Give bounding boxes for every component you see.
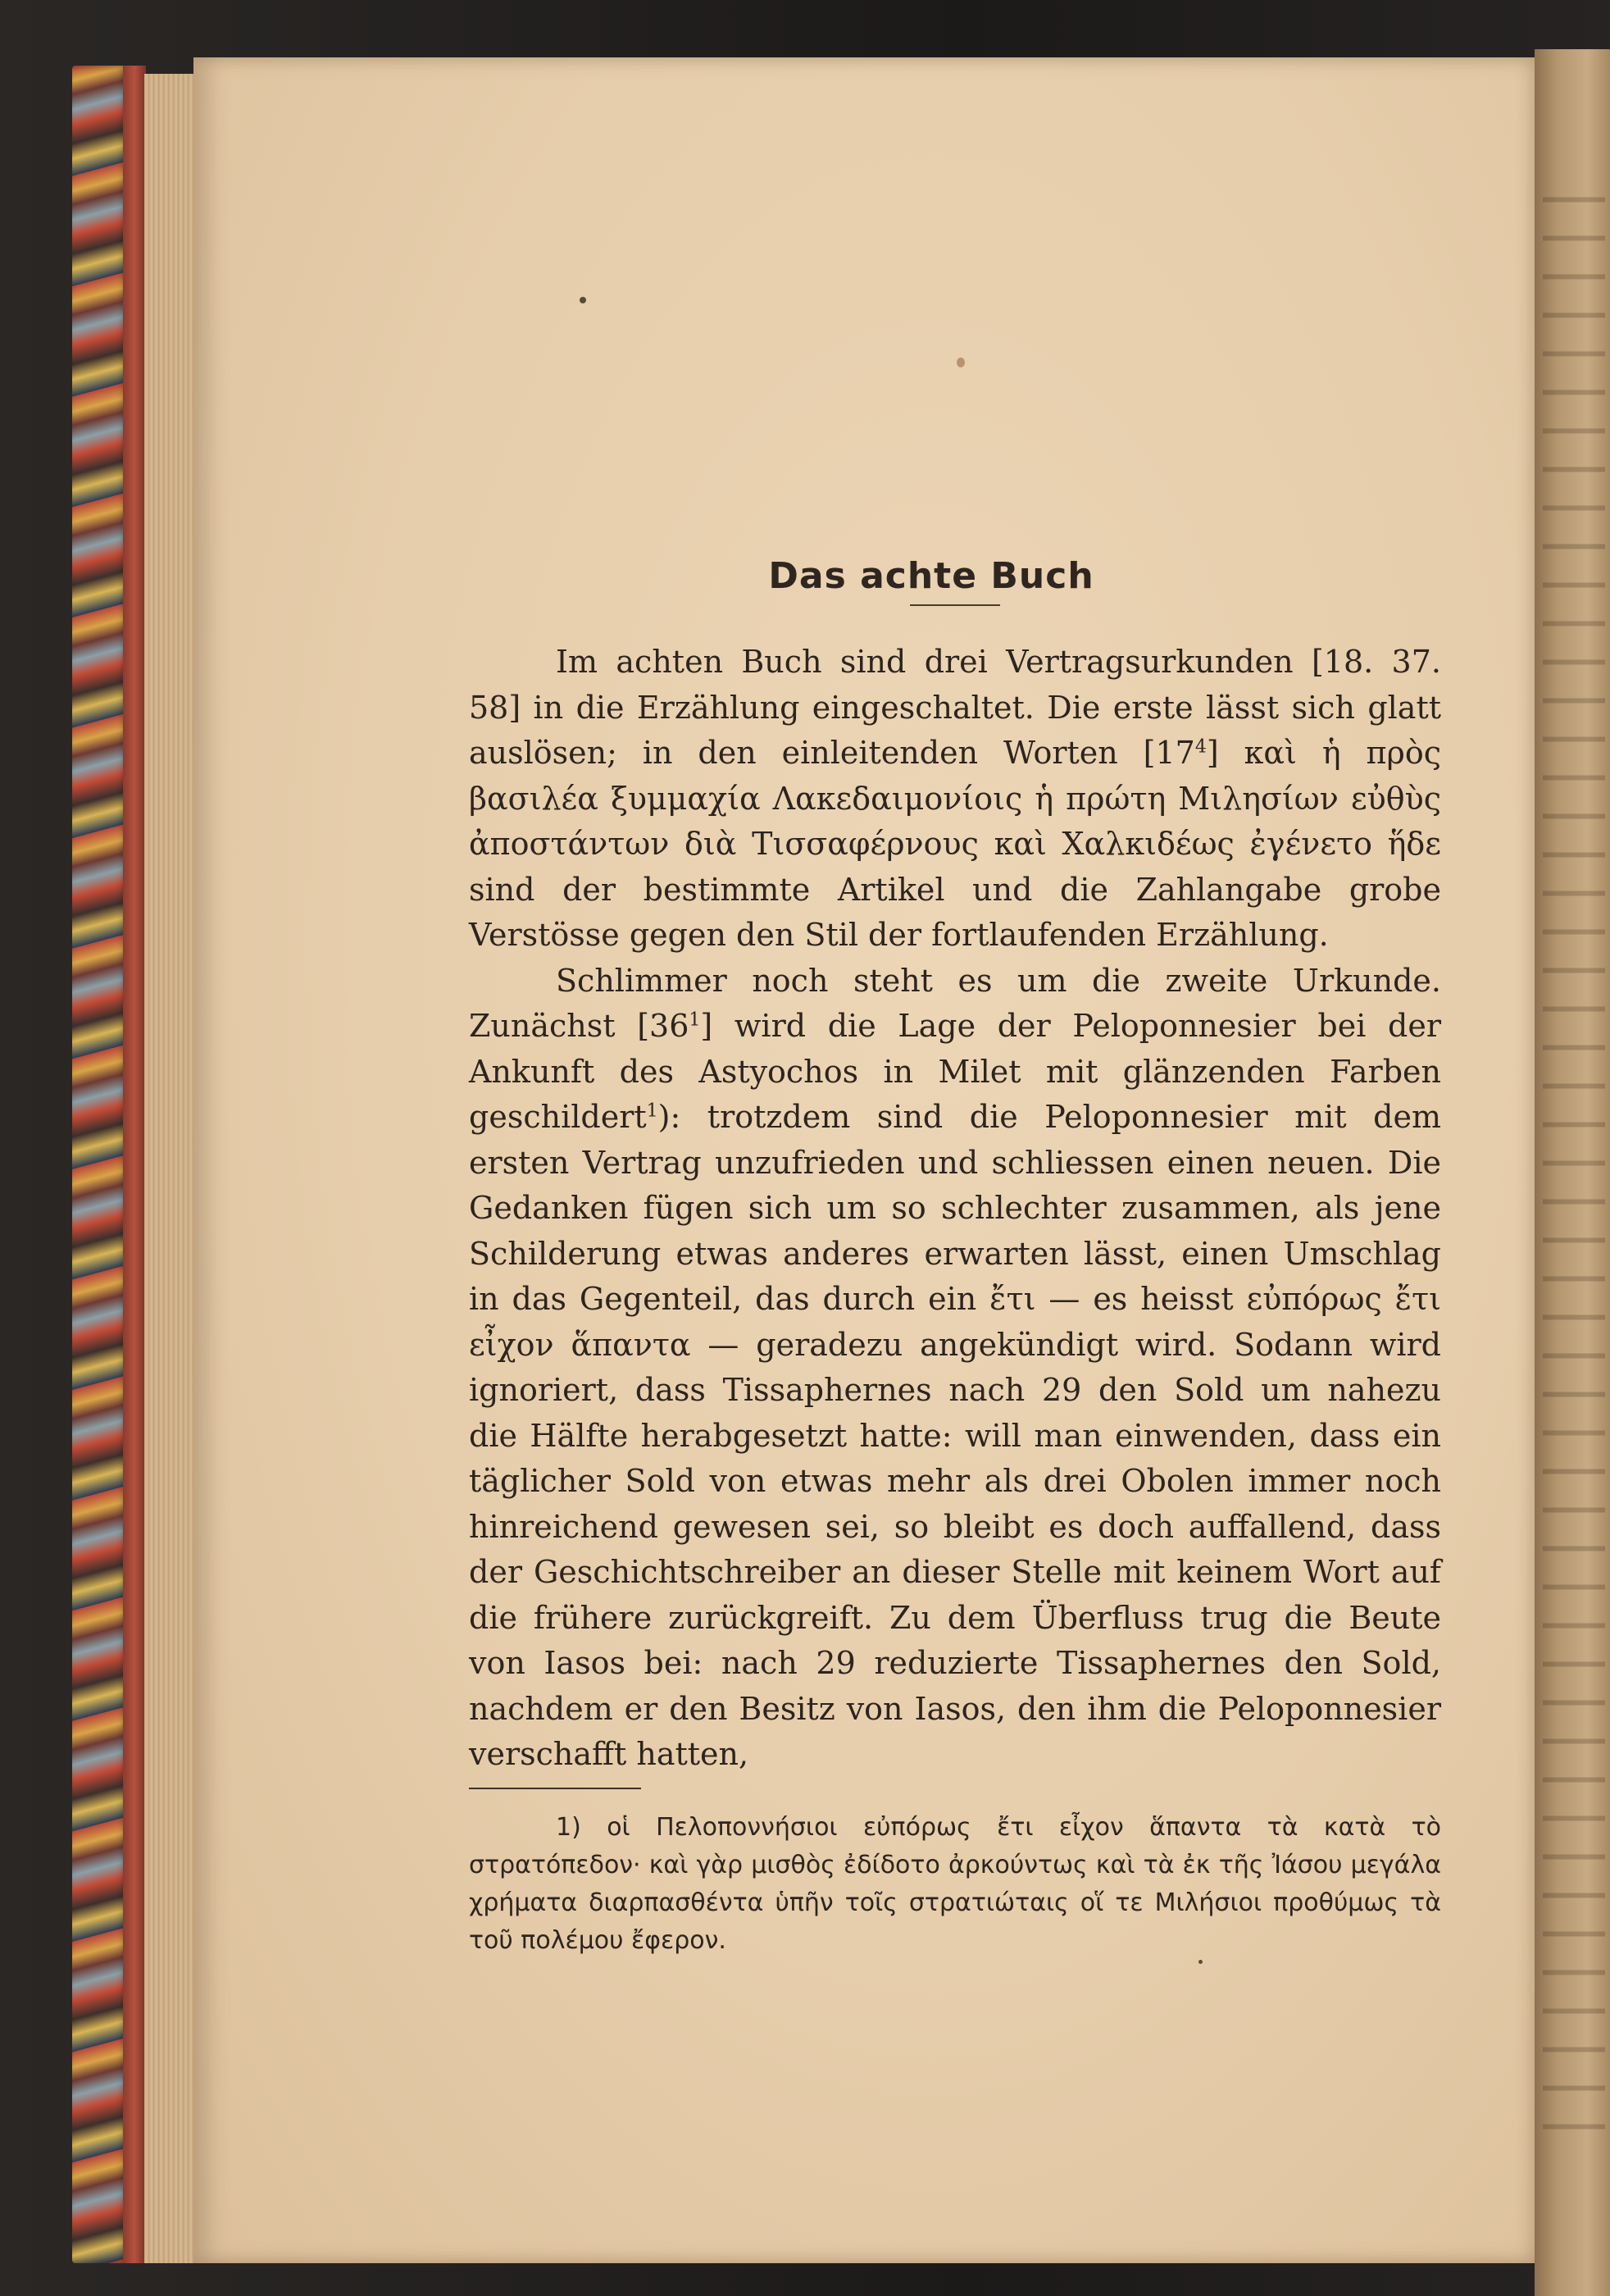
superscript: 1 bbox=[689, 1009, 701, 1031]
page-speck bbox=[957, 358, 965, 367]
marbled-book-cover bbox=[72, 66, 130, 2263]
page-speck bbox=[580, 297, 586, 303]
footnote-marker: 1) bbox=[556, 1813, 581, 1842]
page-speck bbox=[1198, 1960, 1203, 1964]
chapter-heading: Das achte Buch bbox=[768, 555, 1094, 598]
footnote-rule bbox=[469, 1788, 641, 1789]
paragraph-text: ): trotzdem sind die Peloponnesier mit dem ersten Vertrag unzufrieden und schliessen einen neuen. Die Gedanken fügen sich um so schlechter zusammen, als jene Schilderung etwas anderes erwarten lässt, einen Umschlag in das Gegenteil, das durch ein ἔτι — es heisst εὐπόρως ἔτι εἶχον ἅπαντα — geradezu angekündigt wird. Sodann wird ignoriert, dass Tissaphernes nach 29 den Sold um nahezu die Hälfte herabgesetzt hatte: will man einwenden, dass ein täglicher Sold von etwas mehr als drei Obolen immer noch hinreichend gewesen sei, so bleibt es doch auffallend, dass der Geschichtschreiber an dieser Stelle mit keinem Wort auf die frühere zurückgreift. Zu dem Überfluss trug die Beute von Iasos bei: nach 29 reduzierte Tissaphernes den Sold, nachdem er den Besitz von Iasos, den ihm die Peloponnesier verschafft hatten, bbox=[469, 1099, 1441, 1772]
paragraph bbox=[469, 959, 1441, 1778]
heading-rule bbox=[910, 604, 1000, 606]
body-text bbox=[469, 640, 1441, 1778]
footnote-text: οἱ Πελοποννήσιοι εὐπόρως ἔτι εἶχον ἅπαντα τὰ κατὰ τὸ στρατόπεδον· καὶ γὰρ μισθὸς ἐδίδοτο ἀρκούντως καὶ τὰ ἐκ τῆς Ἰάσου μεγάλα χρήματα διαρπασθέντα ὑπῆν τοῖς στρατιώταις οἵ τε Μιλήσιοι προθύμως τὰ τοῦ πολέμου ἔφερον. bbox=[469, 1813, 1441, 1955]
footnote-reference: 1 bbox=[646, 1100, 658, 1122]
paragraph bbox=[469, 640, 1441, 959]
paragraph-text: Schlimmer noch steht es um die zweite Urkunde. Zunächst [36 bbox=[469, 962, 1441, 1044]
paragraph-text: Im achten Buch sind drei Vertragsurkunden [18. 37. 58] in die Erzählung eingeschaltet. Die erste lässt sich glatt auslösen; in den einleitenden Worten [17 bbox=[469, 644, 1441, 771]
facing-page-text-bleed bbox=[1543, 164, 1605, 2132]
paragraph-text: ] wird die Lage der Peloponnesier bei der Ankunft des Astyochos in Milet mit glänzenden Farben geschildert bbox=[469, 1008, 1441, 1135]
footnote bbox=[469, 1809, 1441, 1960]
superscript: 4 bbox=[1194, 736, 1207, 758]
paragraph-text: ] καὶ ἡ πρὸς βασιλέα ξυμμαχία Λακεδαιμονίοις ἡ πρώτη Μιλησίων εὐθὺς ἀποστάντων διὰ Τισσαφέρνους καὶ Χαλκιδέως ἐγένετο ἥδε sind der bestimmte Artikel und die Zahlangabe grobe Verstösse gegen den Stil der fortlaufenden Erzählung. bbox=[469, 735, 1441, 953]
footnotes bbox=[469, 1809, 1441, 1960]
cover-spine-edge bbox=[123, 66, 146, 2263]
